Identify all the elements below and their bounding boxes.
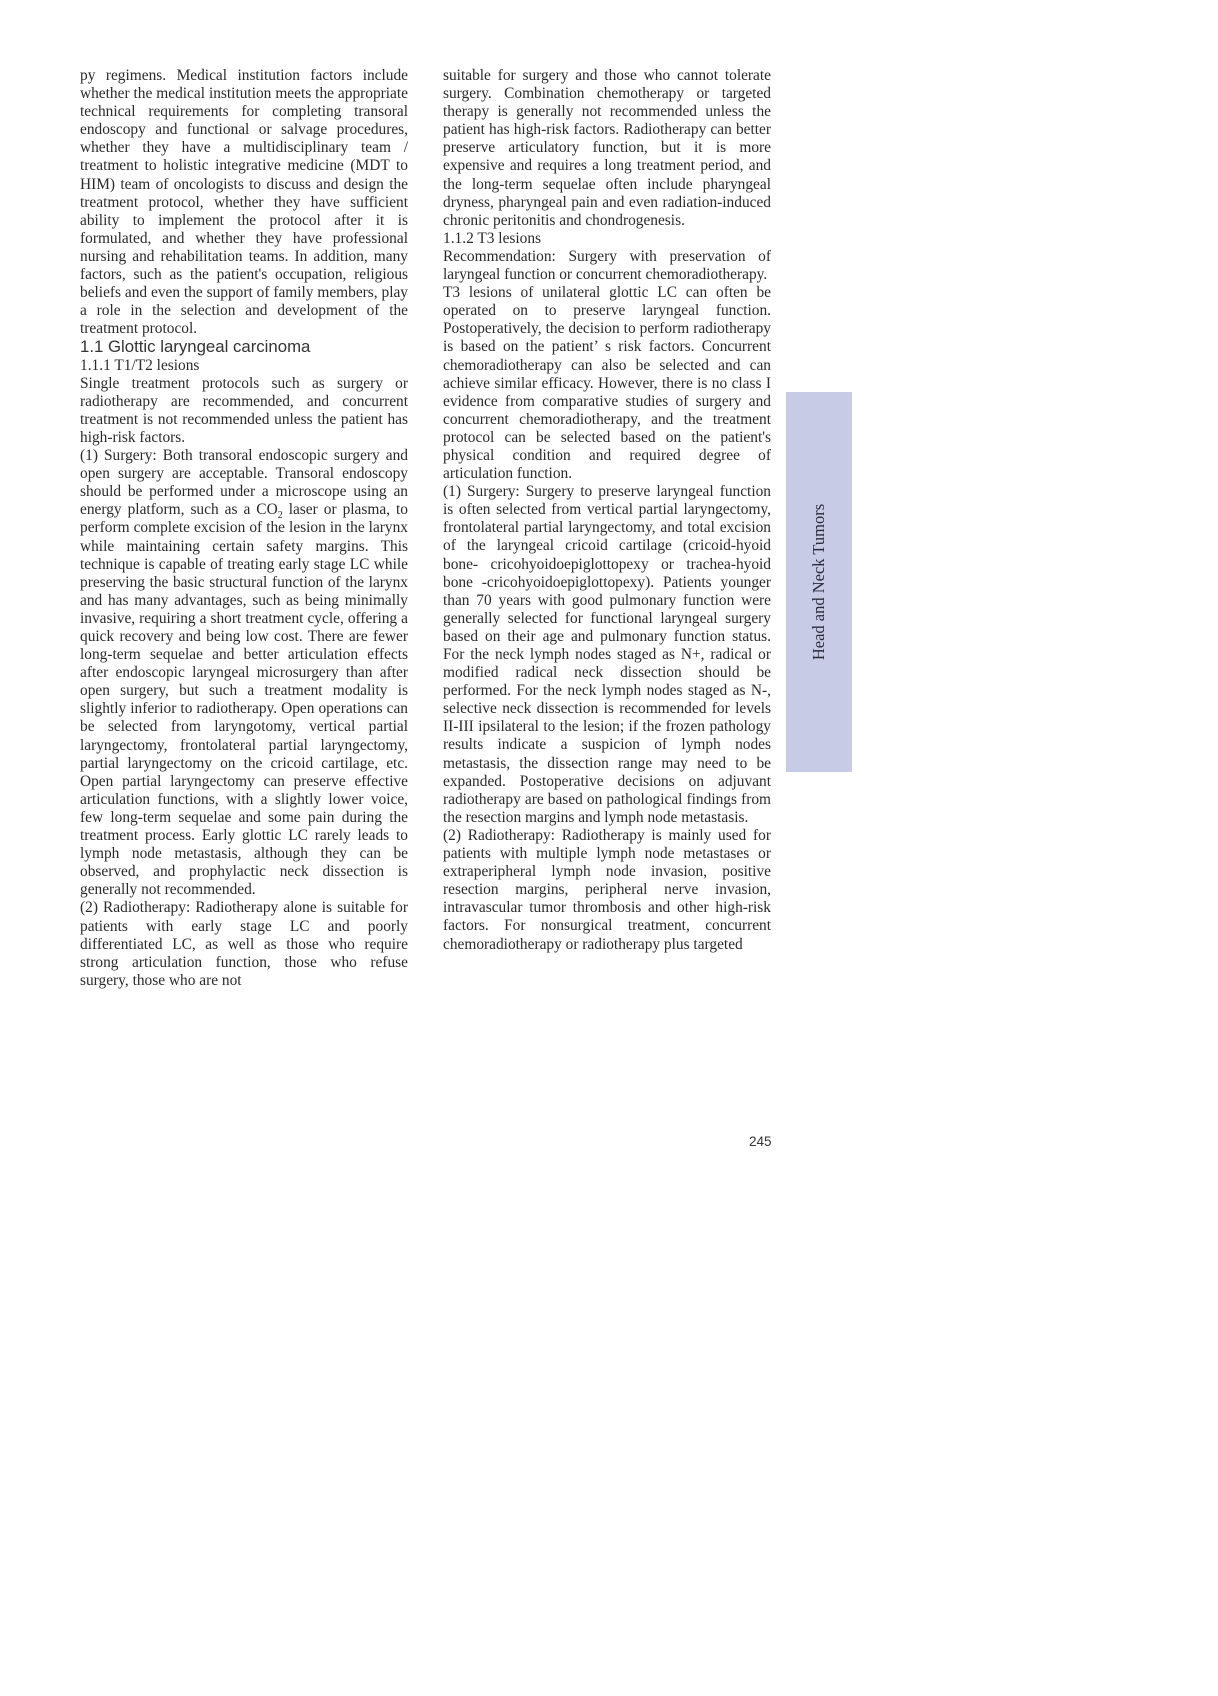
surgery-paragraph — [80, 447, 408, 899]
co2-subscript: 2 — [277, 510, 283, 522]
intro-paragraph: py regimens. Medical institution factors include whether the medical institution meets the appropriate technical requirements for completing transoral endoscopy and functional or salvage procedures, whether they have a multidisciplinary team / treatment to holistic integrative medicine (MDT to HIM) team of oncologists to discuss and design the treatment protocol, whether they have sufficient ability to implement the protocol after it is formulated, and whether they have professional nursing and rehabilitation teams. In addition, many factors, such as the patient's occupation, religious beliefs and even the support of family members, play a role in the selection and development of the treatment protocol. — [80, 67, 408, 338]
chapter-side-tab — [786, 392, 852, 772]
section-heading-glottic: 1.1 Glottic laryngeal carcinoma — [80, 337, 311, 357]
t3-radiotherapy-paragraph: (2) Radiotherapy: Radiotherapy is mainly used for patients with multiple lymph node metastases or extraperipheral lymph node invasion, positive resection margins, peripheral nerve invasion, intravascular tumor thrombosis and other high-risk factors. For nonsurgical treatment, concurrent chemoradiotherapy or radiotherapy plus targeted — [443, 826, 771, 953]
surgery-text-part-1: (1) Surgery: Both transoral endoscopic surgery and open surgery are acceptable. Transoral endoscopy should be performed under a microscope using an energy platform, such as a CO — [80, 447, 408, 519]
left-column — [80, 67, 408, 990]
continuation-paragraph: suitable for surgery and those who cannot tolerate surgery. Combination chemotherapy or targeted therapy is generally not recommended unless the patient has high-risk factors. Radiotherapy can better preserve articulatory function, but it is more expensive and requires a long treatment period, and the long-term sequelae often include pharyngeal dryness, pharyngeal pain and even radiation-induced chronic peritonitis and chondrogenesis. — [443, 67, 771, 229]
subheading-t1-t2: 1.1.1 T1/T2 lesions — [80, 356, 200, 374]
chapter-side-tab-label: Head and Neck Tumors — [809, 503, 828, 661]
single-treatment-paragraph: Single treatment protocols such as surgery or radiotherapy are recommended, and concurrent treatment is not recommended unless the patient has high-risk factors. — [80, 374, 408, 446]
t3-paragraph: T3 lesions of unilateral glottic LC can often be operated on to preserve laryngeal function. Postoperatively, the decision to perform radiotherapy is based on the patient’ s risk factors. Concurrent chemoradiotherapy can also be selected and can achieve similar efficacy. However, there is no class I evidence from comparative studies of surgery and concurrent chemoradiotherapy, and the treatment protocol can be selected based on the patient's physical condition and required degree of articulation function. — [443, 284, 771, 483]
t3-surgery-paragraph: (1) Surgery: Surgery to preserve laryngeal function is often selected from vertical partial laryngectomy, frontolateral partial laryngectomy, and total excision of the laryngeal cricoid cartilage (cricoid-hyoid bone- cricohyoidoepiglottopexy or trachea-hyoid bone -cricohyoidoepiglottopexy). Patients younger than 70 years with good pulmonary function were generally selected for functional laryngeal surgery based on their age and pulmonary function status. For the neck lymph nodes staged as N+, radical or modified radical neck dissection should be performed. For the neck lymph nodes staged as N-, selective neck dissection is recommended for levels II-III ipsilateral to the lesion; if the frozen pathology results indicate a suspicion of lymph nodes metastasis, the dissection range may need to be expanded. Postoperative decisions on adjuvant radiotherapy are based on pathological findings from the resection margins and lymph node metastasis. — [443, 483, 771, 826]
subheading-t3: 1.1.2 T3 lesions — [443, 229, 542, 247]
right-column — [443, 67, 771, 954]
page-number: 245 — [749, 1134, 772, 1149]
radiotherapy-paragraph: (2) Radiotherapy: Radiotherapy alone is suitable for patients with early stage LC and poorly differentiated LC, as well as those who require strong articulation function, those who refuse surgery, those who are not — [80, 899, 408, 989]
surgery-text-part-2: laser or plasma, to perform complete excision of the lesion in the larynx while maintaining certain safety margins. This technique is capable of treating early stage LC while preserving the basic structural function of the larynx and has many advantages, such as being minimally invasive, requiring a short treatment cycle, offering a quick recovery and being low cost. There are fewer long-term sequelae and better articulation effects after endoscopic laryngeal microsurgery than after open surgery, but such a treatment modality is slightly inferior to radiotherapy. Open operations can be selected from laryngotomy, vertical partial laryngectomy, frontolateral partial laryngectomy, partial laryngectomy on the cricoid cartilage, etc. Open partial laryngectomy can preserve effective articulation functions, with a slightly lower voice, few long-term sequelae and some pain during the treatment process. Early glottic LC rarely leads to lymph node metastasis, although they can be observed, and prophylactic neck dissection is generally not recommended. — [80, 501, 408, 899]
recommendation-paragraph: Recommendation: Surgery with preservation of laryngeal function or concurrent chemoradiotherapy. — [443, 247, 771, 284]
